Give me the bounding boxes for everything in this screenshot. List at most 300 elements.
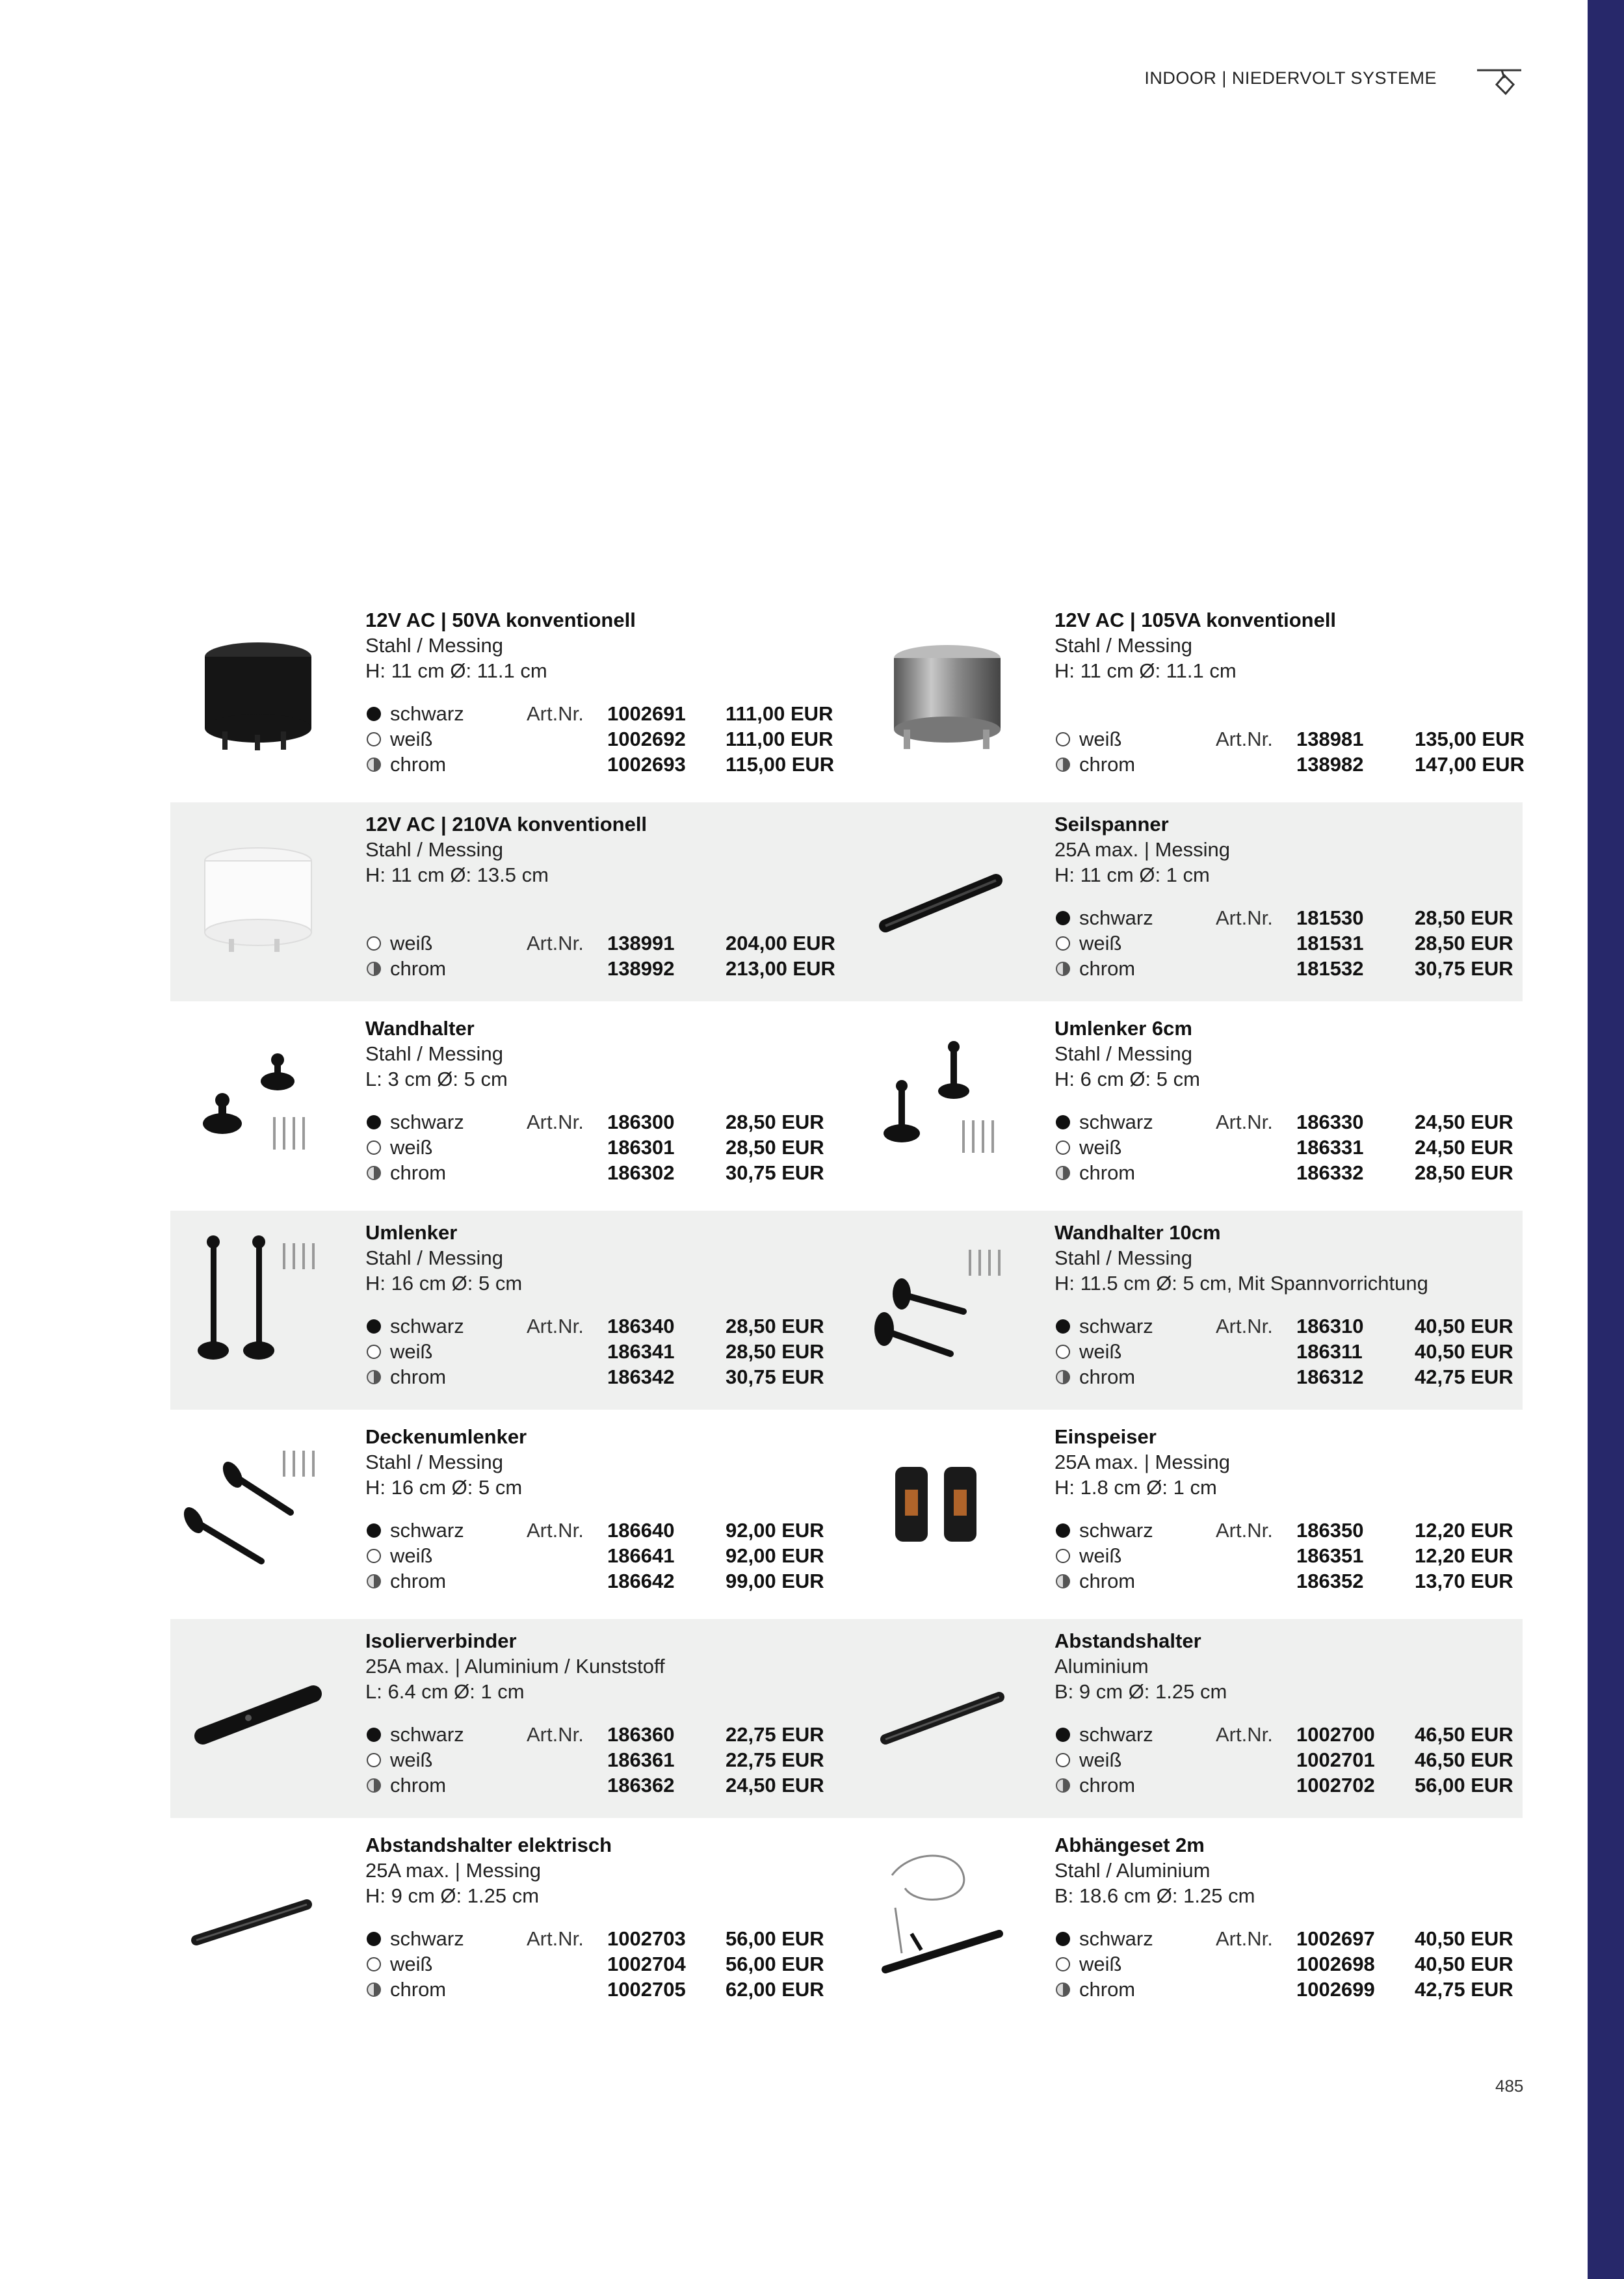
product-dimensions: H: 11 cm Ø: 11.1 cm [365, 659, 547, 682]
article-number: 186350 [1296, 1519, 1364, 1542]
variant-color: weiß [1079, 1136, 1122, 1159]
variant-row [1054, 753, 1536, 778]
product-card [859, 1007, 1536, 1205]
variant-color: schwarz [390, 702, 464, 725]
product-name: Abstandshalter [1054, 1629, 1201, 1652]
variant-row [1054, 1544, 1536, 1570]
product-material: Stahl / Messing [1054, 634, 1192, 657]
variant-color: chrom [390, 1978, 447, 2001]
variant-row [1054, 932, 1536, 957]
price: 115,00 EUR [726, 753, 835, 776]
product-material: Stahl / Aluminium [1054, 1859, 1211, 1882]
article-number: 138982 [1296, 753, 1364, 776]
price: 46,50 EUR [1415, 1723, 1513, 1746]
article-number: 186330 [1296, 1111, 1364, 1133]
product-name: Umlenker [365, 1221, 458, 1244]
variant-color: schwarz [1079, 1519, 1153, 1542]
product-dimensions: H: 11 cm Ø: 1 cm [1054, 863, 1210, 886]
color-swatch-chrome [1056, 1370, 1070, 1384]
variant-color: chrom [390, 1774, 447, 1797]
variant-list [365, 702, 846, 780]
article-number: 1002691 [607, 702, 686, 725]
color-swatch-black [367, 1319, 381, 1334]
variant-color: chrom [1079, 1365, 1136, 1388]
variant-color: schwarz [390, 1723, 464, 1746]
price: 28,50 EUR [726, 1315, 824, 1337]
product-dimensions: H: 9 cm Ø: 1.25 cm [365, 1884, 540, 1907]
color-swatch-chrome [367, 1574, 381, 1588]
variant-row [365, 1136, 846, 1161]
variant-color: weiß [1079, 1544, 1122, 1567]
product-image-chrome-transformer [866, 611, 1022, 774]
article-number: 138981 [1296, 728, 1364, 750]
color-swatch-chrome [367, 757, 381, 772]
price: 56,00 EUR [1415, 1774, 1513, 1797]
variant-row [365, 1978, 846, 2003]
product-dimensions: B: 9 cm Ø: 1.25 cm [1054, 1680, 1227, 1703]
variant-color: weiß [1079, 1340, 1122, 1363]
product-name: Einspeiser [1054, 1425, 1157, 1448]
art-nr-label: Art.Nr. [527, 1519, 584, 1542]
color-swatch-white [367, 1753, 381, 1767]
color-swatch-chrome [367, 1370, 381, 1384]
product-material: 25A max. | Messing [1054, 1451, 1230, 1473]
product-material: Stahl / Messing [1054, 1042, 1192, 1065]
product-name: Deckenumlenker [365, 1425, 527, 1448]
article-number: 186352 [1296, 1570, 1364, 1592]
price: 12,20 EUR [1415, 1519, 1513, 1542]
color-swatch-black [1056, 1728, 1070, 1742]
art-nr-label: Art.Nr. [527, 1927, 584, 1950]
color-swatch-chrome [1056, 1778, 1070, 1793]
product-dimensions: H: 11.5 cm Ø: 5 cm, Mit Spannvorrichtung [1054, 1272, 1428, 1295]
article-number: 181531 [1296, 932, 1364, 955]
product-material: Stahl / Messing [1054, 1246, 1192, 1269]
article-number: 186640 [607, 1519, 675, 1542]
product-material: Stahl / Messing [365, 838, 503, 861]
product-image-spacer-electric [177, 1836, 333, 1999]
price: 30,75 EUR [726, 1365, 824, 1388]
product-dimensions: H: 16 cm Ø: 5 cm [365, 1476, 523, 1499]
price: 92,00 EUR [726, 1519, 824, 1542]
product-name: 12V AC | 50VA konventionell [365, 609, 636, 631]
variant-row [365, 1953, 846, 1978]
variant-color: schwarz [1079, 1927, 1153, 1950]
art-nr-label: Art.Nr. [527, 1315, 584, 1337]
product-material: 25A max. | Messing [365, 1859, 541, 1882]
price: 40,50 EUR [1415, 1927, 1513, 1950]
price: 28,50 EUR [1415, 1161, 1513, 1184]
product-name: Wandhalter [365, 1017, 475, 1040]
color-swatch-white [1056, 936, 1070, 951]
variant-list [365, 906, 846, 984]
price: 111,00 EUR [726, 728, 833, 750]
article-number: 186340 [607, 1315, 675, 1337]
product-dimensions: L: 6.4 cm Ø: 1 cm [365, 1680, 525, 1703]
variant-list [1054, 1927, 1536, 2005]
product-card [859, 1619, 1536, 1818]
article-number: 186360 [607, 1723, 675, 1746]
color-swatch-black [367, 1728, 381, 1742]
article-number: 186351 [1296, 1544, 1364, 1567]
color-swatch-black [1056, 1115, 1070, 1129]
variant-row [365, 957, 846, 982]
product-name: 12V AC | 105VA konventionell [1054, 609, 1337, 631]
product-row [170, 1007, 1523, 1205]
article-number: 186311 [1296, 1340, 1363, 1363]
variant-color: weiß [390, 1953, 433, 1975]
product-image-insulating-connector [177, 1632, 333, 1795]
side-color-bar [1588, 0, 1624, 2279]
product-material: Stahl / Messing [365, 1451, 503, 1473]
variant-row [365, 702, 846, 728]
variant-row [365, 1723, 846, 1748]
art-nr-label: Art.Nr. [1216, 1111, 1273, 1133]
variant-list [365, 1519, 846, 1597]
price: 12,20 EUR [1415, 1544, 1513, 1567]
variant-color: chrom [1079, 1161, 1136, 1184]
variant-row [1054, 1723, 1536, 1748]
color-swatch-white [1056, 1549, 1070, 1563]
article-number: 186312 [1296, 1365, 1364, 1388]
product-row [170, 802, 1523, 1001]
variant-row [365, 1927, 846, 1953]
track-light-icon [1476, 64, 1523, 98]
variant-row [365, 1315, 846, 1340]
variant-color: chrom [1079, 957, 1136, 980]
variant-row [365, 728, 846, 753]
product-image-wall-bracket [177, 1020, 333, 1182]
price: 24,50 EUR [726, 1774, 824, 1797]
variant-row [365, 1161, 846, 1187]
color-swatch-black [367, 1932, 381, 1946]
art-nr-label: Art.Nr. [1216, 728, 1273, 750]
variant-color: chrom [1079, 1570, 1136, 1592]
article-number: 138992 [607, 957, 675, 980]
price: 147,00 EUR [1415, 753, 1525, 776]
variant-row [1054, 1161, 1536, 1187]
article-number: 1002705 [607, 1978, 686, 2001]
variant-row [365, 1519, 846, 1544]
color-swatch-black [1056, 1523, 1070, 1538]
product-dimensions: H: 11 cm Ø: 11.1 cm [1054, 659, 1237, 682]
variant-color: schwarz [390, 1315, 464, 1337]
product-card [170, 802, 846, 1001]
article-number: 186300 [607, 1111, 675, 1133]
price: 28,50 EUR [726, 1111, 824, 1133]
variant-row [1054, 1136, 1536, 1161]
variant-color: chrom [390, 1161, 447, 1184]
product-row [170, 1211, 1523, 1410]
variant-color: weiß [390, 1340, 433, 1363]
product-image-cable-tensioner [866, 815, 1022, 978]
variant-color: schwarz [390, 1927, 464, 1950]
article-number: 1002700 [1296, 1723, 1375, 1746]
color-swatch-white [367, 1345, 381, 1359]
variant-color: weiß [1079, 932, 1122, 955]
price: 13,70 EUR [1415, 1570, 1513, 1592]
variant-color: chrom [390, 1365, 447, 1388]
art-nr-label: Art.Nr. [527, 1723, 584, 1746]
product-name: Seilspanner [1054, 813, 1169, 836]
price: 40,50 EUR [1415, 1315, 1513, 1337]
color-swatch-black [367, 1115, 381, 1129]
color-swatch-white [1056, 1753, 1070, 1767]
variant-color: schwarz [1079, 1723, 1153, 1746]
product-name: 12V AC | 210VA konventionell [365, 813, 648, 836]
price: 42,75 EUR [1415, 1365, 1513, 1388]
variant-list [1054, 1723, 1536, 1801]
color-swatch-black [367, 707, 381, 721]
product-dimensions: B: 18.6 cm Ø: 1.25 cm [1054, 1884, 1255, 1907]
product-name: Abhängeset 2m [1054, 1834, 1205, 1856]
price: 28,50 EUR [1415, 906, 1513, 929]
color-swatch-black [367, 1523, 381, 1538]
product-image-ceiling-deflector [177, 1428, 333, 1590]
product-image-spacer [866, 1632, 1022, 1795]
section-title: INDOOR | NIEDERVOLT SYSTEME [1144, 68, 1437, 88]
price: 56,00 EUR [726, 1953, 824, 1975]
color-swatch-white [1056, 1140, 1070, 1155]
color-swatch-chrome [367, 962, 381, 976]
product-row [170, 598, 1523, 797]
product-material: Stahl / Messing [365, 634, 503, 657]
product-dimensions: H: 1.8 cm Ø: 1 cm [1054, 1476, 1217, 1499]
product-material: Aluminium [1054, 1655, 1149, 1678]
variant-row [1054, 1365, 1536, 1391]
product-card [170, 1415, 846, 1614]
variant-list [1054, 702, 1536, 780]
color-swatch-white [367, 1957, 381, 1971]
product-card [170, 1211, 846, 1410]
variant-color: chrom [1079, 753, 1136, 776]
variant-list [365, 1111, 846, 1189]
product-material: Stahl / Messing [365, 1042, 503, 1065]
product-name: Wandhalter 10cm [1054, 1221, 1221, 1244]
article-number: 138991 [607, 932, 675, 955]
article-number: 186362 [607, 1774, 675, 1797]
product-row [170, 1823, 1523, 2022]
color-swatch-black [1056, 911, 1070, 925]
article-number: 186332 [1296, 1161, 1364, 1184]
variant-row [1054, 1570, 1536, 1595]
color-swatch-chrome [1056, 1574, 1070, 1588]
variant-color: weiß [390, 1544, 433, 1567]
variant-list [1054, 1315, 1536, 1393]
article-number: 1002702 [1296, 1774, 1375, 1797]
article-number: 186301 [607, 1136, 675, 1159]
color-swatch-white [367, 936, 381, 951]
art-nr-label: Art.Nr. [1216, 906, 1273, 929]
price: 28,50 EUR [726, 1340, 824, 1363]
product-row [170, 1415, 1523, 1614]
product-name: Umlenker 6cm [1054, 1017, 1192, 1040]
price: 46,50 EUR [1415, 1748, 1513, 1771]
variant-color: weiß [390, 932, 433, 955]
product-dimensions: H: 16 cm Ø: 5 cm [365, 1272, 523, 1295]
variant-row [365, 1544, 846, 1570]
price: 42,75 EUR [1415, 1978, 1513, 2001]
variant-row [1054, 1953, 1536, 1978]
price: 213,00 EUR [726, 957, 835, 980]
art-nr-label: Art.Nr. [527, 702, 584, 725]
price: 24,50 EUR [1415, 1136, 1513, 1159]
variant-list [1054, 906, 1536, 984]
price: 30,75 EUR [1415, 957, 1513, 980]
variant-row [365, 1570, 846, 1595]
color-swatch-black [1056, 1932, 1070, 1946]
variant-row [365, 932, 846, 957]
variant-color: schwarz [1079, 1111, 1153, 1133]
color-swatch-chrome [367, 1983, 381, 1997]
color-swatch-chrome [1056, 1166, 1070, 1180]
color-swatch-black [1056, 1319, 1070, 1334]
product-name: Isolierverbinder [365, 1629, 517, 1652]
product-image-white-transformer [177, 815, 333, 978]
variant-color: weiß [390, 728, 433, 750]
product-image-deflector-standing [177, 1224, 333, 1386]
variant-row [1054, 728, 1536, 753]
price: 30,75 EUR [726, 1161, 824, 1184]
product-card [859, 802, 1536, 1001]
product-card [859, 1823, 1536, 2022]
variant-row [1054, 1519, 1536, 1544]
product-image-black-transformer [177, 611, 333, 774]
variant-row [1054, 957, 1536, 982]
product-name: Abstandshalter elektrisch [365, 1834, 612, 1856]
price: 22,75 EUR [726, 1723, 824, 1746]
color-swatch-chrome [367, 1778, 381, 1793]
art-nr-label: Art.Nr. [1216, 1315, 1273, 1337]
variant-list [365, 1723, 846, 1801]
price: 56,00 EUR [726, 1927, 824, 1950]
price: 40,50 EUR [1415, 1953, 1513, 1975]
variant-row [365, 1748, 846, 1774]
article-number: 1002692 [607, 728, 686, 750]
price: 40,50 EUR [1415, 1340, 1513, 1363]
color-swatch-white [367, 1140, 381, 1155]
product-card [170, 1619, 846, 1818]
product-image-deflector-6cm [866, 1020, 1022, 1182]
variant-row [1054, 1111, 1536, 1136]
product-card [859, 1211, 1536, 1410]
variant-list [365, 1315, 846, 1393]
product-material: Stahl / Messing [365, 1246, 503, 1269]
variant-color: schwarz [1079, 906, 1153, 929]
article-number: 1002693 [607, 753, 686, 776]
article-number: 186302 [607, 1161, 675, 1184]
product-dimensions: H: 11 cm Ø: 13.5 cm [365, 863, 549, 886]
page-number: 485 [1495, 2076, 1524, 2096]
color-swatch-chrome [1056, 757, 1070, 772]
variant-row [1054, 1927, 1536, 1953]
variant-color: weiß [1079, 1953, 1122, 1975]
article-number: 1002697 [1296, 1927, 1375, 1950]
variant-row [1054, 1748, 1536, 1774]
article-number: 186642 [607, 1570, 675, 1592]
color-swatch-chrome [1056, 962, 1070, 976]
color-swatch-white [1056, 1345, 1070, 1359]
price: 62,00 EUR [726, 1978, 824, 2001]
variant-list [1054, 1111, 1536, 1189]
price: 22,75 EUR [726, 1748, 824, 1771]
color-swatch-chrome [367, 1166, 381, 1180]
article-number: 186361 [607, 1748, 675, 1771]
article-number: 186342 [607, 1365, 675, 1388]
product-card [170, 1823, 846, 2022]
variant-row [1054, 1774, 1536, 1799]
color-swatch-white [367, 1549, 381, 1563]
variant-color: schwarz [1079, 1315, 1153, 1337]
product-card [170, 598, 846, 797]
art-nr-label: Art.Nr. [527, 1111, 584, 1133]
color-swatch-chrome [1056, 1983, 1070, 1997]
product-material: 25A max. | Messing [1054, 838, 1230, 861]
article-number: 1002704 [607, 1953, 686, 1975]
product-image-wall-bracket-10cm [866, 1224, 1022, 1386]
variant-row [365, 1774, 846, 1799]
article-number: 1002703 [607, 1927, 686, 1950]
article-number: 1002701 [1296, 1748, 1375, 1771]
color-swatch-white [1056, 1957, 1070, 1971]
variant-row [365, 1340, 846, 1365]
art-nr-label: Art.Nr. [527, 932, 584, 955]
art-nr-label: Art.Nr. [1216, 1519, 1273, 1542]
variant-color: weiß [1079, 728, 1122, 750]
variant-row [365, 1365, 846, 1391]
art-nr-label: Art.Nr. [1216, 1927, 1273, 1950]
variant-color: schwarz [390, 1111, 464, 1133]
variant-list [365, 1927, 846, 2005]
art-nr-label: Art.Nr. [1216, 1723, 1273, 1746]
variant-row [1054, 1315, 1536, 1340]
product-card [859, 1415, 1536, 1614]
variant-row [365, 1111, 846, 1136]
product-image-suspension-set [866, 1836, 1022, 1999]
variant-row [1054, 1340, 1536, 1365]
color-swatch-white [367, 732, 381, 746]
product-image-power-feed [866, 1428, 1022, 1590]
price: 204,00 EUR [726, 932, 835, 955]
price: 24,50 EUR [1415, 1111, 1513, 1133]
article-number: 1002698 [1296, 1953, 1375, 1975]
price: 111,00 EUR [726, 702, 833, 725]
variant-color: chrom [390, 957, 447, 980]
product-dimensions: H: 6 cm Ø: 5 cm [1054, 1068, 1200, 1090]
article-number: 181532 [1296, 957, 1364, 980]
variant-row [1054, 906, 1536, 932]
variant-color: chrom [1079, 1774, 1136, 1797]
article-number: 1002699 [1296, 1978, 1375, 2001]
price: 99,00 EUR [726, 1570, 824, 1592]
article-number: 186341 [607, 1340, 675, 1363]
variant-color: chrom [1079, 1978, 1136, 2001]
variant-color: chrom [390, 753, 447, 776]
variant-color: weiß [390, 1748, 433, 1771]
variant-color: weiß [390, 1136, 433, 1159]
product-dimensions: L: 3 cm Ø: 5 cm [365, 1068, 508, 1090]
variant-list [1054, 1519, 1536, 1597]
product-row [170, 1619, 1523, 1818]
price: 135,00 EUR [1415, 728, 1525, 750]
article-number: 186641 [607, 1544, 675, 1567]
price: 28,50 EUR [1415, 932, 1513, 955]
price: 28,50 EUR [726, 1136, 824, 1159]
product-card [170, 1007, 846, 1205]
price: 92,00 EUR [726, 1544, 824, 1567]
product-card [859, 598, 1536, 797]
variant-row [1054, 1978, 1536, 2003]
